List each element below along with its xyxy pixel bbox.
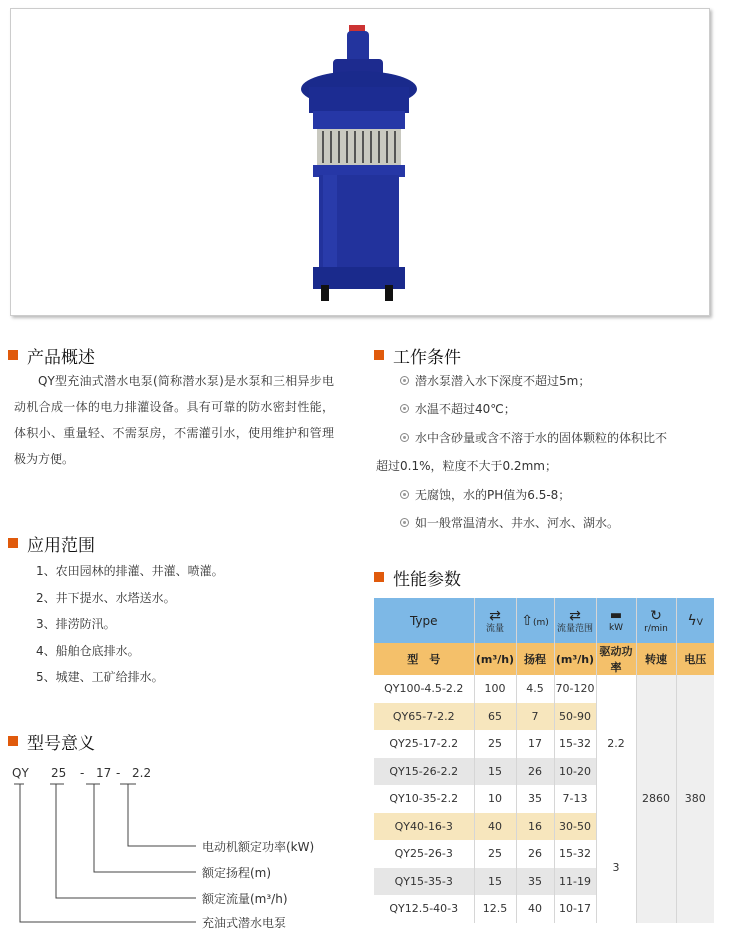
overview-heading: 产品概述 bbox=[8, 344, 95, 366]
table-cell: 30-50 bbox=[554, 813, 596, 841]
table-cell: 50-90 bbox=[554, 703, 596, 731]
table-cell: QY15-26-2.2 bbox=[374, 758, 474, 786]
legend-power: 电动机额定功率(kW) bbox=[202, 840, 315, 854]
list-item: 如一般常温清水、井水、河水、湖水。 bbox=[376, 509, 716, 538]
table-cell-power: 3 bbox=[596, 813, 636, 923]
code-part: 17 bbox=[96, 766, 112, 780]
table-cell: 15 bbox=[474, 868, 516, 896]
list-item: 水温不超过40℃； bbox=[376, 395, 716, 424]
flow-range-icon: ⇄ 流量范围 bbox=[554, 598, 596, 643]
table-cell: 15-32 bbox=[554, 730, 596, 758]
conditions-heading: 工作条件 bbox=[374, 344, 461, 366]
list-item: 2、井下提水、水塔送水。 bbox=[36, 590, 176, 605]
table-cell: 10 bbox=[474, 785, 516, 813]
list-item: 无腐蚀，水的PH值为6.5-8； bbox=[376, 480, 716, 509]
product-photo-frame bbox=[10, 8, 710, 316]
table-cell: QY40-16-3 bbox=[374, 813, 474, 841]
table-cell: 7-13 bbox=[554, 785, 596, 813]
list-item: 水中含砂量或含不溶于水的固体颗粒的体积比不 bbox=[376, 423, 716, 452]
circle-bullet-icon bbox=[400, 490, 409, 499]
speed-icon: ↻ r/min bbox=[636, 598, 676, 643]
code-part: - bbox=[80, 766, 85, 780]
model-meaning-heading: 型号意义 bbox=[8, 730, 95, 752]
model-code-connector-lines bbox=[0, 780, 200, 940]
table-row bbox=[374, 675, 714, 703]
table-cell: QY100-4.5-2.2 bbox=[374, 675, 474, 703]
legend-pump-type: 充油式潜水电泵 bbox=[202, 916, 287, 930]
square-bullet-icon bbox=[374, 350, 384, 360]
table-cell: QY10-35-2.2 bbox=[374, 785, 474, 813]
table-cell: 10-20 bbox=[554, 758, 596, 786]
table-cell: 11-19 bbox=[554, 868, 596, 896]
column-header: 电压 bbox=[676, 643, 714, 675]
table-cell: 17 bbox=[516, 730, 554, 758]
table-cell: 70-120 bbox=[554, 675, 596, 703]
applications-heading: 应用范围 bbox=[8, 532, 95, 554]
applications-list bbox=[36, 558, 224, 691]
table-header-labels bbox=[374, 643, 714, 675]
list-item: 3、排涝防汛。 bbox=[36, 617, 116, 631]
table-cell: 12.5 bbox=[474, 895, 516, 923]
table-cell: QY65-7-2.2 bbox=[374, 703, 474, 731]
table-header-icons bbox=[374, 598, 714, 643]
code-part: 25 bbox=[51, 766, 67, 780]
table-cell: 15 bbox=[474, 758, 516, 786]
table-cell: 40 bbox=[516, 895, 554, 923]
list-item: 超过0.1%，粒度不大于0.2mm； bbox=[376, 459, 557, 474]
table-cell: 100 bbox=[474, 675, 516, 703]
list-item: 5、城建、工矿给排水。 bbox=[36, 670, 164, 684]
column-header: 转速 bbox=[636, 643, 676, 675]
head-icon: ⇧(m) bbox=[516, 598, 554, 643]
legend-head: 额定扬程(m) bbox=[202, 866, 272, 880]
overview-text: QY型充油式潜水电泵(简称潜水泵)是水泵和三相异步电动机合成一体的电力排灌设备。具有可靠的防水密封性能，体积小、重量轻、不需泵房，不需灌引水，使用维护和管理极为方便。 bbox=[14, 374, 334, 466]
column-header: 驱动功率 bbox=[596, 643, 636, 675]
square-bullet-icon bbox=[8, 538, 18, 548]
square-bullet-icon bbox=[8, 736, 18, 746]
table-cell: QY15-35-3 bbox=[374, 868, 474, 896]
voltage-icon: ϟV bbox=[676, 598, 714, 643]
table-cell: 26 bbox=[516, 758, 554, 786]
motor-icon: ▬ kW bbox=[596, 598, 636, 643]
circle-bullet-icon bbox=[400, 518, 409, 527]
table-cell: 35 bbox=[516, 868, 554, 896]
column-header: (m³/h) bbox=[554, 643, 596, 675]
table-cell: 7 bbox=[516, 703, 554, 731]
legend-flow: 额定流量(m³/h) bbox=[202, 892, 288, 906]
conditions-list bbox=[376, 366, 716, 537]
column-header: 型 号 bbox=[374, 643, 474, 675]
submersible-pump-image bbox=[289, 23, 429, 303]
square-bullet-icon bbox=[8, 350, 18, 360]
circle-bullet-icon bbox=[400, 404, 409, 413]
circle-bullet-icon bbox=[400, 376, 409, 385]
square-bullet-icon bbox=[374, 572, 384, 582]
table-cell-power: 2.2 bbox=[596, 675, 636, 813]
list-item: 4、船舶仓底排水。 bbox=[36, 643, 140, 658]
code-part: 2.2 bbox=[132, 766, 152, 780]
table-cell: 4.5 bbox=[516, 675, 554, 703]
column-header: 扬程 bbox=[516, 643, 554, 675]
table-cell: 65 bbox=[474, 703, 516, 731]
table-cell: 26 bbox=[516, 840, 554, 868]
table-cell: 40 bbox=[474, 813, 516, 841]
header-type: Type bbox=[374, 598, 474, 643]
performance-heading: 性能参数 bbox=[374, 566, 461, 588]
circle-bullet-icon bbox=[400, 433, 409, 442]
table-cell: QY25-26-3 bbox=[374, 840, 474, 868]
table-cell-voltage: 380 bbox=[676, 675, 714, 923]
table-cell: QY12.5-40-3 bbox=[374, 895, 474, 923]
table-cell: 25 bbox=[474, 730, 516, 758]
list-item: 潜水泵潜入水下深度不超过5m； bbox=[376, 366, 716, 395]
performance-table bbox=[374, 598, 714, 923]
table-cell: 15-32 bbox=[554, 840, 596, 868]
table-cell: 10-17 bbox=[554, 895, 596, 923]
code-part: QY bbox=[12, 766, 29, 780]
table-cell: 35 bbox=[516, 785, 554, 813]
list-item: 1、农田园林的排灌、井灌、喷灌。 bbox=[36, 564, 224, 578]
table-cell: QY25-17-2.2 bbox=[374, 730, 474, 758]
code-part: - bbox=[116, 766, 121, 780]
table-cell: 16 bbox=[516, 813, 554, 841]
column-header: (m³/h) bbox=[474, 643, 516, 675]
flow-icon: ⇄ 流量 bbox=[474, 598, 516, 643]
table-cell: 25 bbox=[474, 840, 516, 868]
table-cell-speed: 2860 bbox=[636, 675, 676, 923]
